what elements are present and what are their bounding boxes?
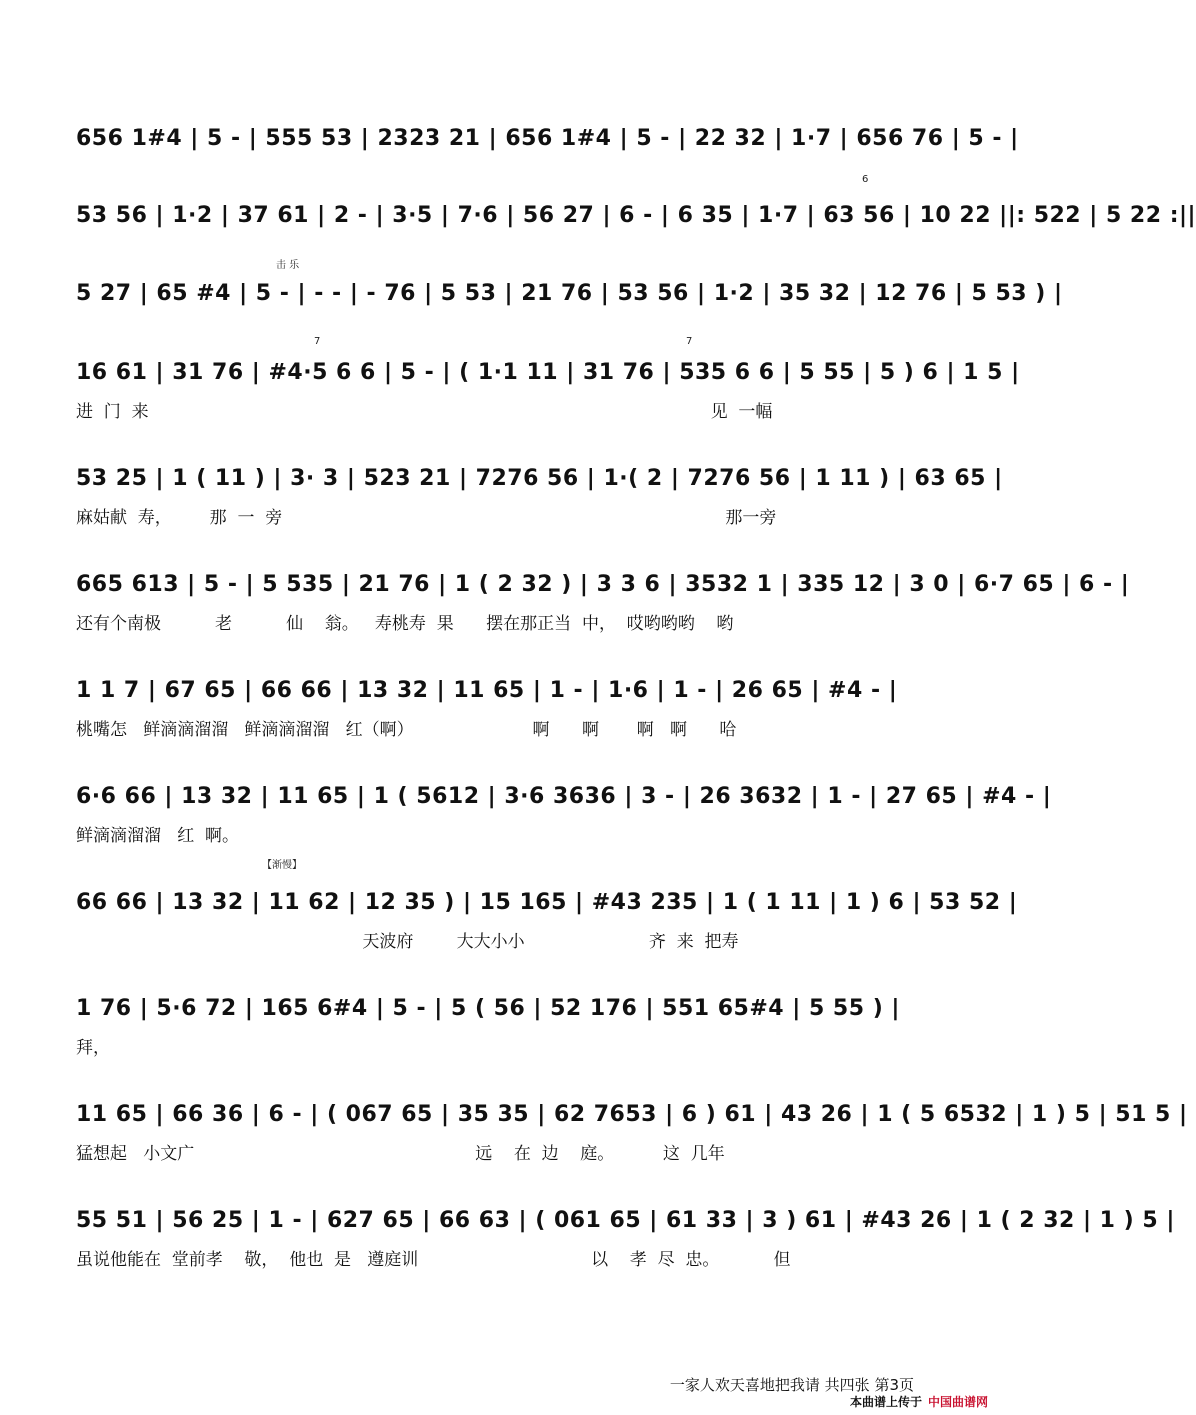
score-row-2: [76, 189, 1196, 279]
score-row-10: [76, 982, 926, 1072]
notation-line: 1 1 7 | 67 65 | 66 66 | 13 32 | 11 65 | 1 - | 1·6 | 1 - | 26 65 | #4 - |: [76, 678, 898, 703]
percussion-marker: 击 乐: [276, 260, 300, 271]
notation-line: 53 25 | 1 ( 11 ) | 3· 3 | 523 21 | 7276 56 | 1·( 2 | 7276 56 | 1 11 ) | 63 65 |: [76, 466, 1003, 491]
score-row-7: [76, 664, 926, 754]
lyrics-line: 虽说他能在 堂前孝 敬， 他也 是 遵庭训 以 孝 尽 忠。 但: [76, 1250, 791, 1270]
tuplet-six-marker: 6: [862, 174, 869, 185]
lyrics-line: 拜，: [76, 1038, 110, 1058]
grace-seven-marker-2: 7: [686, 336, 693, 347]
notation-line: 55 51 | 56 25 | 1 - | 627 65 | 66 63 | ( 061 65 | 61 33 | 3 ) 61 | #43 26 | 1 ( 2 32 | 1 ) 5 |: [76, 1208, 1175, 1233]
lyrics-line: 天波府 大大小小 齐 来 把寿: [76, 932, 739, 952]
upload-label: 本曲谱上传于: [849, 1395, 922, 1409]
notation-line: 66 66 | 13 32 | 11 62 | 12 35 ) | 15 165 | #43 235 | 1 ( 1 11 | 1 ) 6 | 53 52 |: [76, 890, 1018, 915]
lyrics-line: 还有个南极 老 仙 翁。 寿桃寿 果 摆在那正当 中， 哎哟哟哟 哟: [76, 614, 734, 634]
lyrics-line: 猛想起 小文广 远 在 边 庭。 这 几年: [76, 1144, 725, 1164]
score-row-5: [76, 452, 1003, 542]
score-row-12: [76, 1194, 1175, 1284]
site-logo: 中国曲谱网: [927, 1395, 988, 1409]
page-footer-title: 一家人欢天喜地把我请 共四张 第3页: [669, 1376, 914, 1394]
lyrics-line: 麻姑献 寿， 那 一 旁 那一旁: [76, 508, 777, 528]
notation-line: 665 613 | 5 - | 5 535 | 21 76 | 1 ( 2 32 ) | 3 3 6 | 3532 1 | 335 12 | 3 0 | 6·7 65 | 6 - |: [76, 572, 1130, 597]
score-row-6: [76, 558, 1130, 648]
score-row-11: [76, 1088, 1188, 1178]
lyrics-line: 桃嘴怎 鲜滴滴溜溜 鲜滴滴溜溜 红（啊） 啊 啊 啊 啊 哈: [76, 720, 737, 740]
notation-line: 5 27 | 65 #4 | 5 - | - - | - 76 | 5 53 | 21 76 | 53 56 | 1·2 | 35 32 | 12 76 | 5 53 ) |: [76, 281, 1063, 306]
upload-credit: [850, 1393, 988, 1410]
lyrics-line: 鲜滴滴溜溜 红 啊。: [76, 826, 240, 846]
tempo-marker: 【渐慢】: [262, 860, 302, 871]
score-row-3: [76, 267, 1063, 357]
grace-seven-marker: 7: [314, 336, 321, 347]
lyrics-line: 进 门 来 见 一幅: [76, 402, 773, 422]
notation-line: 1 76 | 5·6 72 | 165 6#4 | 5 - | 5 ( 56 | 52 176 | 551 65#4 | 5 55 ) |: [76, 996, 900, 1021]
score-row-4: [76, 346, 1020, 436]
score-row-8: [76, 770, 1052, 860]
score-row-9: [76, 876, 1018, 966]
notation-line: 53 56 | 1·2 | 37 61 | 2 - | 3·5 | 7·6 | 56 27 | 6 - | 6 35 | 1·7 | 63 56 | 10 22 ||: 522 | 5 22 :||: [76, 203, 1196, 228]
notation-line: 16 61 | 31 76 | #4·5 6 6 | 5 - | ( 1·1 11 | 31 76 | 535 6 6 | 5 55 | 5 ) 6 | 1 5 |: [76, 360, 1020, 385]
notation-line: 6·6 66 | 13 32 | 11 65 | 1 ( 5612 | 3·6 3636 | 3 - | 26 3632 | 1 - | 27 65 | #4 - |: [76, 784, 1052, 809]
notation-line: 656 1#4 | 5 - | 555 53 | 2323 21 | 656 1#4 | 5 - | 22 32 | 1·7 | 656 76 | 5 - |: [76, 126, 1019, 151]
notation-line: 11 65 | 66 36 | 6 - | ( 067 65 | 35 35 | 62 7653 | 6 ) 61 | 43 26 | 1 ( 5 6532 | 1 ) 5 | 51 5 |: [76, 1102, 1188, 1127]
